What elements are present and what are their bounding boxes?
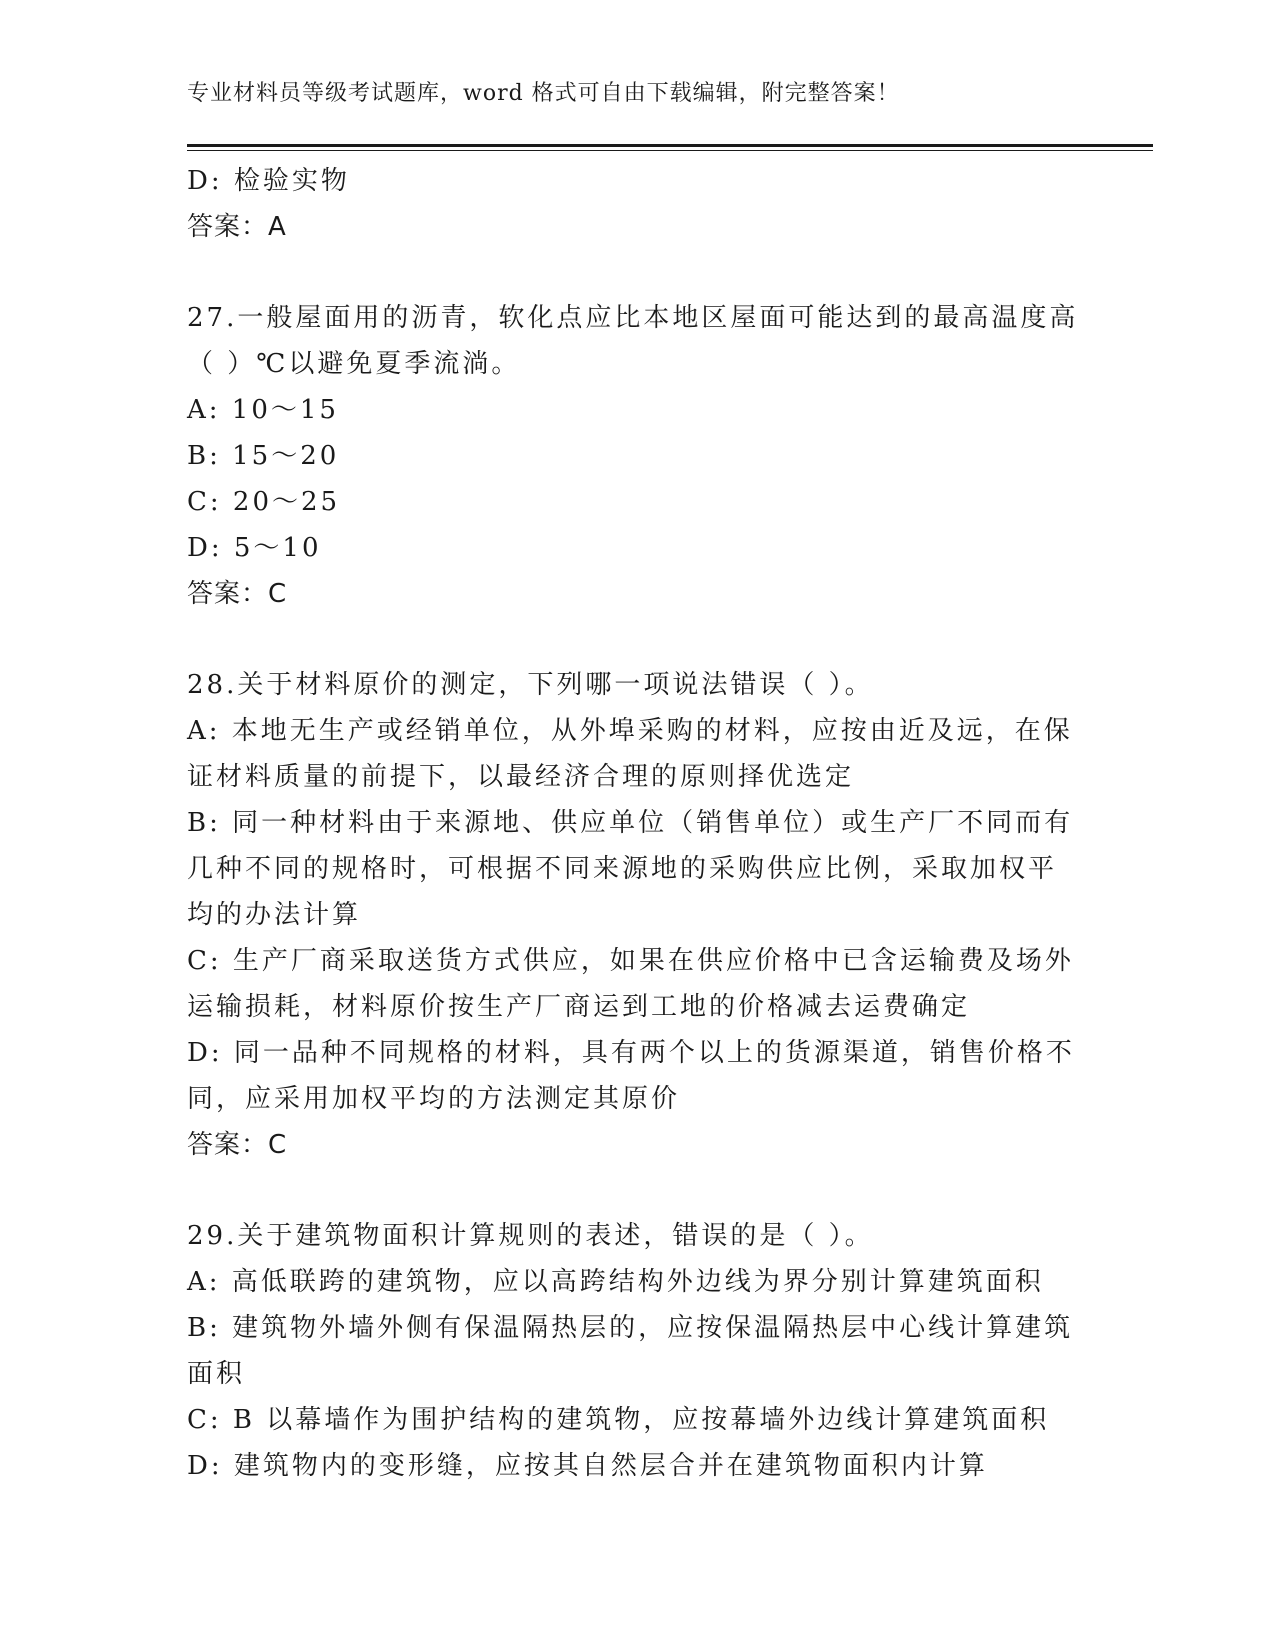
option-c: C: 20～25 [187, 487, 341, 517]
option-c: C: B 以幕墙作为围护结构的建筑物，应按幕墙外边线计算建筑面积 [187, 1405, 1050, 1435]
question-content [187, 158, 1077, 1489]
spacer [187, 617, 1077, 662]
option-a-continued: 证材料质量的前提下，以最经济合理的原则择优选定 [187, 762, 855, 792]
question-stem: 27.一般屋面用的沥青，软化点应比本地区屋面可能达到的最高温度高 [187, 303, 1079, 333]
question-29 [187, 1213, 1077, 1489]
answer-line: 答案：C [187, 1130, 288, 1160]
option-d: D: 5～10 [187, 533, 322, 563]
option-a: A: 本地无生产或经销单位，从外埠采购的材料，应按由近及远，在保 [187, 716, 1073, 746]
option-d-continued: 同，应采用加权平均的方法测定其原价 [187, 1084, 681, 1114]
option-c: C: 生产厂商采取送货方式供应，如果在供应价格中已含运输费及场外 [187, 946, 1074, 976]
answer-line: 答案：C [187, 579, 288, 609]
header-rule-thin [187, 150, 1153, 151]
question-stem: 28.关于材料原价的测定，下列哪一项说法错误（ ）。 [187, 670, 874, 700]
question-stem: 29.关于建筑物面积计算规则的表述，错误的是（ ）。 [187, 1221, 874, 1251]
option-b-continued: 面积 [187, 1359, 246, 1389]
option-b: B: 15～20 [187, 441, 340, 471]
option-b-continued: 几种不同的规格时，可根据不同来源地的采购供应比例，采取加权平 [187, 854, 1058, 884]
option-c-continued: 运输损耗，材料原价按生产厂商运到工地的价格减去运费确定 [187, 992, 971, 1022]
spacer [187, 250, 1077, 295]
header-rule-thick [187, 144, 1153, 147]
answer-line: 答案：A [187, 212, 287, 242]
option-d: D: 建筑物内的变形缝，应按其自然层合并在建筑物面积内计算 [187, 1451, 988, 1481]
option-b: B: 建筑物外墙外侧有保温隔热层的，应按保温隔热层中心线计算建筑 [187, 1313, 1074, 1343]
page-header: 专业材料员等级考试题库，word 格式可自由下载编辑，附完整答案！ [187, 81, 900, 106]
question-26-tail [187, 158, 1077, 250]
option-b-continued: 均的办法计算 [187, 900, 362, 930]
option-d: D: 检验实物 [187, 166, 350, 196]
option-a: A: 10～15 [187, 395, 339, 425]
spacer [187, 1168, 1077, 1213]
question-27 [187, 295, 1077, 617]
option-d: D: 同一品种不同规格的材料，具有两个以上的货源渠道，销售价格不 [187, 1038, 1075, 1068]
question-stem-continued: （ ）℃以避免夏季流淌。 [187, 349, 521, 379]
option-b: B: 同一种材料由于来源地、供应单位（销售单位）或生产厂不同而有 [187, 808, 1074, 838]
question-28 [187, 662, 1077, 1168]
option-a: A: 高低联跨的建筑物，应以高跨结构外边线为界分别计算建筑面积 [187, 1267, 1044, 1297]
